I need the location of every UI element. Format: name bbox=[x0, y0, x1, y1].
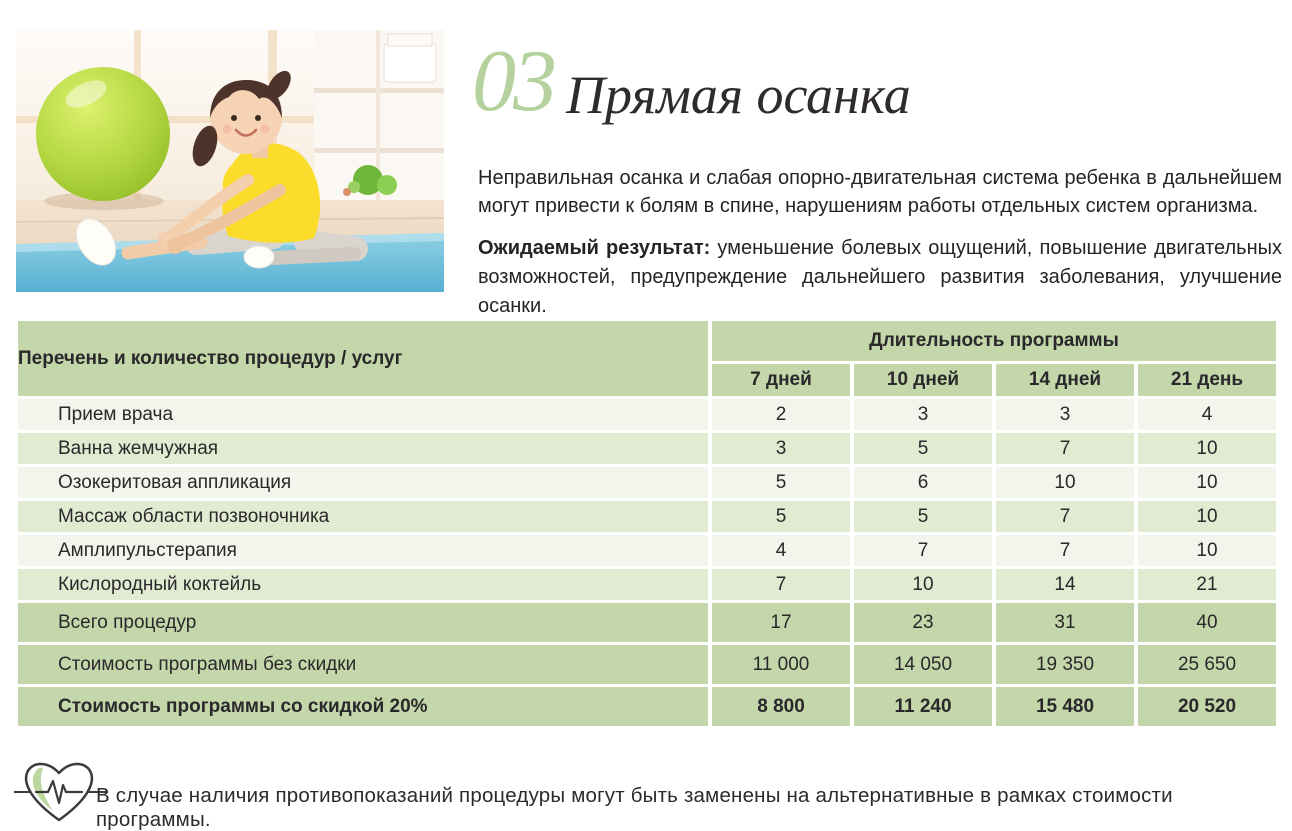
row-label: Стоимость программы со скидкой 20% bbox=[18, 687, 708, 726]
row-value: 6 bbox=[854, 467, 992, 498]
page-title: Прямая осанка bbox=[566, 65, 911, 125]
row-label: Всего процедур bbox=[18, 603, 708, 642]
duration-header: 14 дней bbox=[996, 364, 1134, 396]
row-value: 11 240 bbox=[854, 687, 992, 726]
row-value: 3 bbox=[996, 399, 1134, 430]
row-value: 10 bbox=[996, 467, 1134, 498]
row-value: 10 bbox=[1138, 433, 1276, 464]
table-row bbox=[18, 399, 1276, 430]
program-number: 03 bbox=[472, 33, 554, 130]
row-value: 40 bbox=[1138, 603, 1276, 642]
row-value: 8 800 bbox=[712, 687, 850, 726]
table-row bbox=[18, 603, 1276, 642]
row-value: 4 bbox=[712, 535, 850, 566]
expected-result-text: уменьшение болевых ощущений, повышение двигательных возможностей, предупреждение дальнейшего развития заболевания, улучшение осанки. bbox=[478, 237, 1282, 317]
table-row bbox=[18, 535, 1276, 566]
duration-header: 10 дней bbox=[854, 364, 992, 396]
column-header-services: Перечень и количество процедур / услуг bbox=[18, 321, 708, 396]
row-value: 2 bbox=[712, 399, 850, 430]
photo-illustration bbox=[16, 30, 444, 292]
row-value: 5 bbox=[854, 433, 992, 464]
table-body bbox=[18, 399, 1276, 726]
row-value: 5 bbox=[712, 501, 850, 532]
row-label: Амплипульстерапия bbox=[18, 535, 708, 566]
row-value: 7 bbox=[996, 433, 1134, 464]
footer-note: В случае наличия противопоказаний процедуры могут быть заменены на альтернативные в рамках стоимости программы. bbox=[96, 784, 1173, 831]
expected-result-label: Ожидаемый результат: bbox=[478, 237, 711, 259]
row-value: 7 bbox=[996, 501, 1134, 532]
row-label: Кислородный коктейль bbox=[18, 569, 708, 600]
expected-result-paragraph bbox=[478, 234, 1282, 321]
table-header-row-group bbox=[18, 321, 1276, 361]
table-row bbox=[18, 467, 1276, 498]
row-label: Массаж области позвоночника bbox=[18, 501, 708, 532]
table-row bbox=[18, 645, 1276, 684]
row-value: 10 bbox=[1138, 501, 1276, 532]
table-row bbox=[18, 687, 1276, 726]
row-value: 21 bbox=[1138, 569, 1276, 600]
row-value: 10 bbox=[1138, 535, 1276, 566]
row-value: 15 480 bbox=[996, 687, 1134, 726]
photo-child-stretching bbox=[16, 30, 444, 292]
row-label: Прием врача bbox=[18, 399, 708, 430]
row-value: 7 bbox=[996, 535, 1134, 566]
row-value: 7 bbox=[712, 569, 850, 600]
table-row bbox=[18, 569, 1276, 600]
row-value: 3 bbox=[712, 433, 850, 464]
row-value: 10 bbox=[854, 569, 992, 600]
row-value: 31 bbox=[996, 603, 1134, 642]
row-value: 23 bbox=[854, 603, 992, 642]
row-value: 14 bbox=[996, 569, 1134, 600]
row-value: 4 bbox=[1138, 399, 1276, 430]
row-value: 5 bbox=[712, 467, 850, 498]
column-header-duration-group: Длительность программы bbox=[712, 321, 1276, 361]
row-value: 7 bbox=[854, 535, 992, 566]
intro-paragraph: Неправильная осанка и слабая опорно-двигательная система ребенка в дальнейшем могут привести к болям в спине, нарушениям работы отдельных систем организма. bbox=[478, 167, 1282, 217]
row-label: Ванна жемчужная bbox=[18, 433, 708, 464]
row-value: 17 bbox=[712, 603, 850, 642]
table-row bbox=[18, 433, 1276, 464]
duration-header: 21 день bbox=[1138, 364, 1276, 396]
row-value: 20 520 bbox=[1138, 687, 1276, 726]
row-label: Стоимость программы без скидки bbox=[18, 645, 708, 684]
row-value: 3 bbox=[854, 399, 992, 430]
table-row bbox=[18, 501, 1276, 532]
row-value: 19 350 bbox=[996, 645, 1134, 684]
duration-header: 7 дней bbox=[712, 364, 850, 396]
row-value: 11 000 bbox=[712, 645, 850, 684]
row-value: 5 bbox=[854, 501, 992, 532]
footer bbox=[10, 752, 1288, 831]
price-table bbox=[14, 318, 1280, 729]
row-value: 25 650 bbox=[1138, 645, 1276, 684]
row-value: 10 bbox=[1138, 467, 1276, 498]
row-value: 14 050 bbox=[854, 645, 992, 684]
row-label: Озокеритовая аппликация bbox=[18, 467, 708, 498]
